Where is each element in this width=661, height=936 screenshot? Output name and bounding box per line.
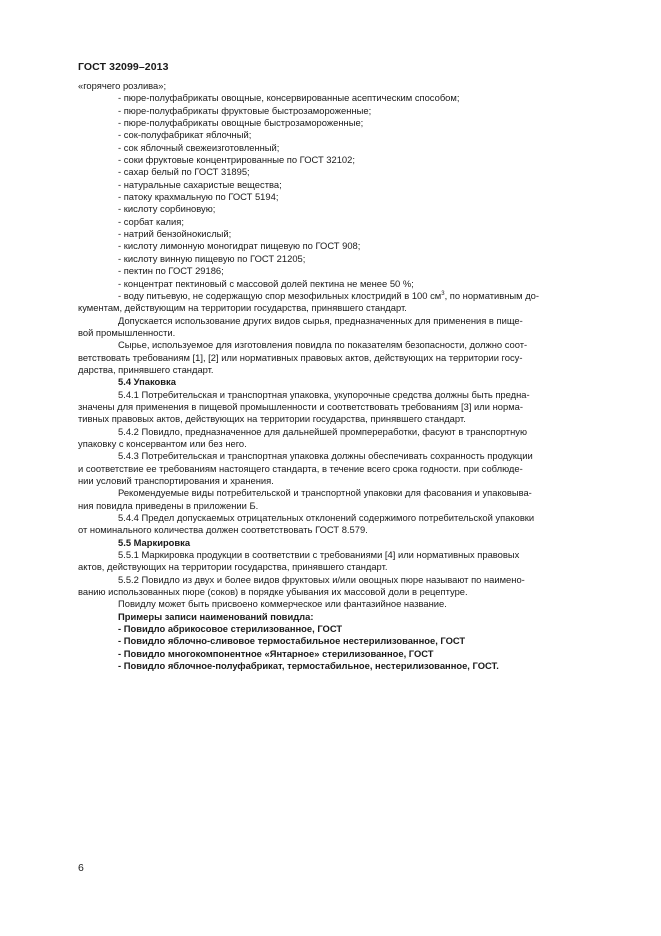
paragraph-line: тивных правовых актов, действующих на территории государства, принявшего стандарт. [78,413,466,425]
example-item: - Повидло абрикосовое стерилизованное, ГОСТ [118,623,343,635]
examples-heading: Примеры записи наименований повидла: [118,610,314,622]
list-item: - натуральные сахаристые вещества; [118,178,282,190]
paragraph-5-5-2 [78,574,589,599]
section-heading-5-5: 5.5 Маркировка [118,536,191,548]
list-item: - патоку крахмальную по ГОСТ 5194; [118,191,279,203]
paragraph-5-4-4 [78,512,589,537]
list-item: - сахар белый по ГОСТ 31895; [118,166,250,178]
raw-materials-list [78,92,589,314]
paragraph-line: 5.4.2 Повидло, предназначенное для дальнейшей промпереработки, фасуют в транспортную [118,425,527,437]
paragraph-other-raw [78,315,589,340]
paragraph-5-4-2 [78,426,589,451]
paragraph-5-4-3 [78,450,589,487]
list-item: - натрий бензойнокислый; [118,228,232,240]
page-number: 6 [78,862,84,874]
paragraph-safety [78,339,589,376]
paragraph-line: 5.5.2 Повидло из двух и более видов фруктовых и/или овощных пюре называют по наимено- [118,573,525,585]
paragraph-line: Рекомендуемые виды потребительской и транспортной упаковки для фасования и упаковыва- [118,487,532,499]
paragraph-line: нии условий транспортирования и хранения. [78,475,274,486]
paragraph-commercial-name: Повидлу может быть присвоено коммерческое или фантазийное название. [118,598,447,610]
document-header: ГОСТ 32099–2013 [78,61,169,73]
paragraph-5-5-1 [78,549,589,574]
superscript-3: 3 [441,290,445,297]
paragraph-line: 5.5.1 Маркировка продукции в соответствии с требованиями [4] или нормативных правовых [118,549,520,561]
list-item: - кислоту лимонную моногидрат пищевую по ГОСТ 908; [118,240,361,252]
paragraph-line: Допускается использование других видов сырья, предназначенных для применения в пище- [118,314,523,326]
list-item: - пюре-полуфабрикаты овощные быстрозамороженные; [118,117,364,129]
page-body [78,80,589,673]
list-item: - сок яблочный свежеизготовленный; [118,141,280,153]
paragraph-line: Сырье, используемое для изготовления повидла по показателям безопасности, должно соот- [118,339,528,351]
paragraph-line: вой промышленности. [78,326,176,338]
water-text-1: - воду питьевую, не содержащую спор мезофильных клостридий в 100 см [118,289,442,301]
example-item: - Повидло многокомпонентное «Янтарное» стерилизованное, ГОСТ [118,647,434,659]
water-text-2: , по нормативным до- [444,289,540,301]
paragraph-line: упаковку с консервантом или без него. [78,437,247,449]
paragraph-recommended-packaging [78,487,589,512]
list-item: - сорбат калия; [118,215,184,227]
example-item: - Повидло яблочное-полуфабрикат, термостабильное, нестерилизованное, ГОСТ. [118,660,499,672]
section-heading-5-4: 5.4 Упаковка [118,376,176,388]
paragraph-line: и соответствие ее требованиям настоящего стандарта, в течение всего срока годности. при соблюде- [78,462,523,474]
example-item: - Повидло яблочно-сливовое термостабильное нестерилизованное, ГОСТ [118,635,466,647]
paragraph-line: актов, действующих на территории государства, принявшего стандарт. [78,561,388,573]
paragraph-line: ветствовать требованиям [1], [2] или нормативных правовых актов, действующих на территории госу- [78,351,523,363]
paragraph-line: ванию использованных пюре (соков) в порядке убывания их массовой доли в рецептуре. [78,586,468,598]
list-item: - кислоту сорбиновую; [118,203,216,215]
paragraph-5-4-1 [78,389,589,426]
continuation-line: «горячего розлива»; [78,80,167,91]
list-item: - соки фруктовые концентрированные по ГОСТ 32102; [118,154,355,166]
examples-block [78,611,589,673]
paragraph-line: 5.4.3 Потребительская и транспортная упаковка должны обеспечивать сохранность продукции [118,450,533,462]
paragraph-line: от номинального количества должен соответствовать ГОСТ 8.579. [78,524,368,536]
list-item: - пектин по ГОСТ 29186; [118,265,224,277]
paragraph-line: 5.4.1 Потребительская и транспортная упаковка, укупорочные средства должны быть предна- [118,388,530,400]
paragraph-line: значены для применения в пищевой промышленности и соответствовать требованиям [3] или норма- [78,400,523,412]
list-item: - пюре-полуфабрикаты овощные, консервированные асептическим способом; [118,92,460,104]
list-item: - сок-полуфабрикат яблочный; [118,129,252,141]
list-item-water-continued: кументам, действующим на территории государства, принявшего стандарт. [78,302,407,314]
list-item: - пюре-полуфабрикаты фруктовые быстрозамороженные; [118,104,372,116]
paragraph-line: 5.4.4 Предел допускаемых отрицательных отклонений содержимого потребительской упаковки [118,512,535,524]
list-item: - кислоту винную пищевую по ГОСТ 21205; [118,252,306,264]
list-item-water [78,290,589,302]
paragraph-line: ния повидла приведены в приложении Б. [78,499,259,511]
paragraph-line: дарства, принявшего стандарт. [78,363,214,375]
list-item: - концентрат пектиновый с массовой долей пектина не менее 50 %; [118,277,414,289]
